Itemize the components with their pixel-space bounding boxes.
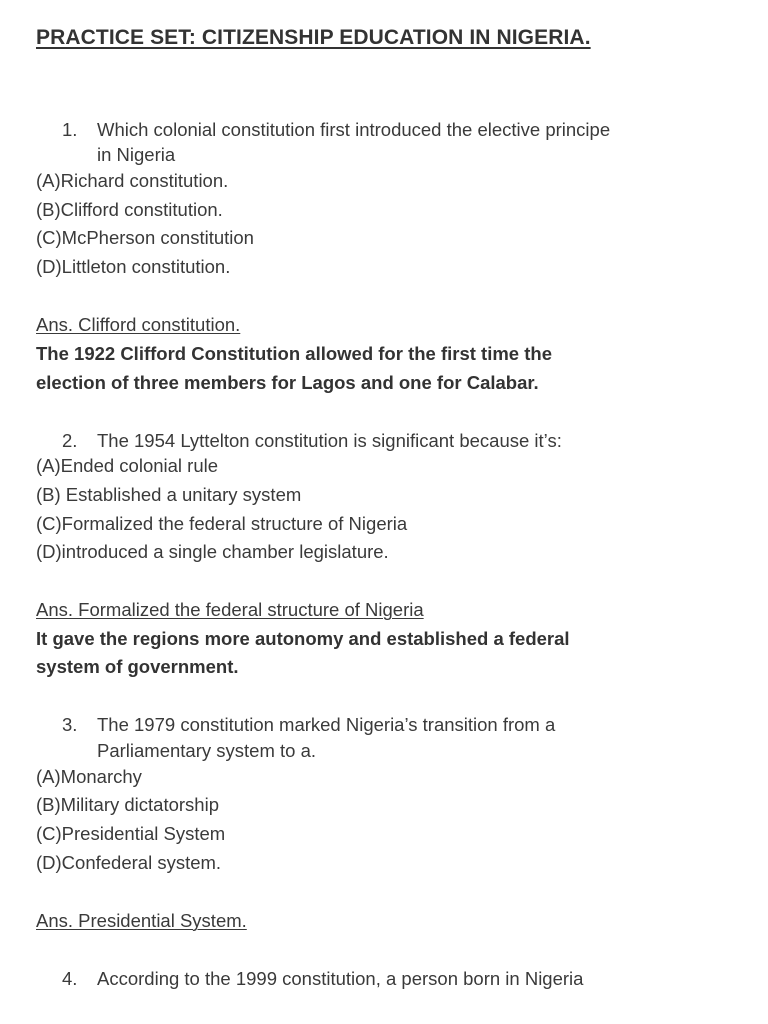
question-3-option-b: (B)Military dictatorship <box>36 794 219 815</box>
question-2-explanation-continued: system of government. <box>36 656 239 677</box>
question-1-number: 1. <box>62 119 78 140</box>
question-3-text-continued: Parliamentary system to a. <box>97 740 316 761</box>
question-1-text: Which colonial constitution first introduced the elective principe <box>97 119 611 140</box>
question-3-text: The 1979 constitution marked Nigeria’s transition from a <box>97 714 556 735</box>
page-title: PRACTICE SET: CITIZENSHIP EDUCATION IN NIGERIA. <box>36 26 591 49</box>
question-2-text: The 1954 Lyttelton constitution is significant because it’s: <box>97 430 562 451</box>
question-2-number: 2. <box>62 430 78 451</box>
question-1-option-b: (B)Clifford constitution. <box>36 199 223 220</box>
question-2-answer: Ans. Formalized the federal structure of Nigeria <box>36 599 424 620</box>
question-3-option-a: (A)Monarchy <box>36 766 142 787</box>
question-1-option-a: (A)Richard constitution. <box>36 170 229 191</box>
question-1-text-continued: in Nigeria <box>97 144 176 165</box>
question-2-option-d: (D)introduced a single chamber legislature. <box>36 541 389 562</box>
question-2-option-a: (A)Ended colonial rule <box>36 455 219 476</box>
question-2-option-c: (C)Formalized the federal structure of Nigeria <box>36 513 408 534</box>
question-3-option-c: (C)Presidential System <box>36 823 226 844</box>
question-1-explanation: The 1922 Clifford Constitution allowed for the first time the <box>36 343 552 364</box>
question-3-answer: Ans. Presidential System. <box>36 910 247 931</box>
question-1-option-d: (D)Littleton constitution. <box>36 256 231 277</box>
question-1-explanation-continued: election of three members for Lagos and one for Calabar. <box>36 372 539 393</box>
question-1-answer: Ans. Clifford constitution. <box>36 314 241 335</box>
question-4-number: 4. <box>62 968 78 989</box>
question-4-text: According to the 1999 constitution, a person born in Nigeria <box>97 968 584 989</box>
question-1-option-c: (C)McPherson constitution <box>36 227 254 248</box>
question-2-option-b: (B) Established a unitary system <box>36 484 302 505</box>
question-3-number: 3. <box>62 714 78 735</box>
question-3-option-d: (D)Confederal system. <box>36 852 222 873</box>
question-2-explanation: It gave the regions more autonomy and established a federal <box>36 628 570 649</box>
